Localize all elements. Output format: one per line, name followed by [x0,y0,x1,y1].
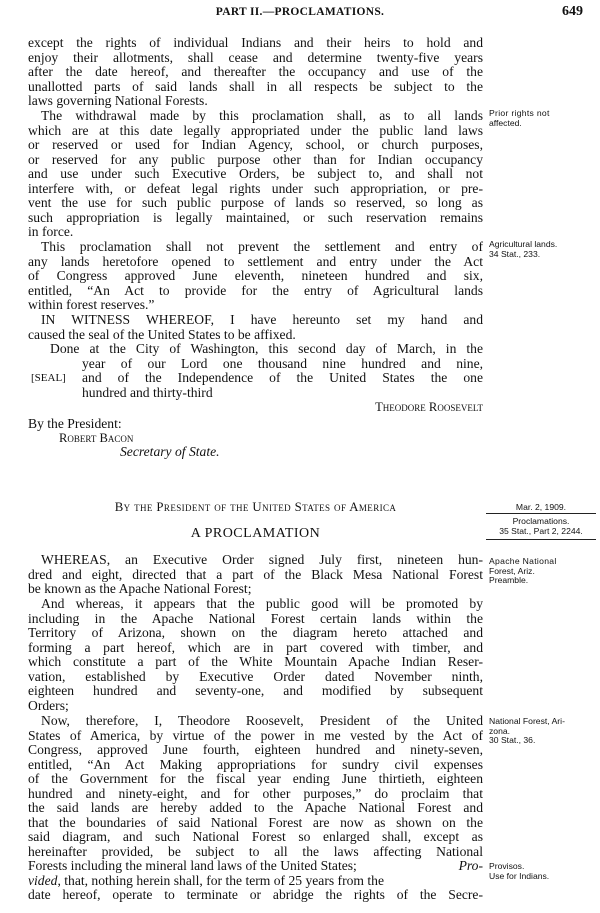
proclamation-title: A PROCLAMATION [190,526,321,541]
margin-note-agricultural [489,240,597,259]
text-line: hundred and thirty-third [82,384,213,400]
margin-note-date-text: Mar. 2, 1909. [515,502,567,512]
text-line: eighteen hundred and seventy-one, and modified by subsequent [28,683,483,698]
text-line: that the boundaries of said National Forest are now as shown on the [28,814,483,830]
text-line: which constitute a part of the White Mountain Apache Indian Reser- [28,654,483,669]
margin-note-line: 35 Stat., Part 2, 2244. [499,525,583,536]
margin-note-line: Agricultural lands. [489,239,558,249]
seal-label: [SEAL] [31,372,66,384]
text-line: said diagram, and such National Forest so enlarged shall, except as [28,829,483,844]
margin-note-line: Use for Indians. [489,870,550,881]
margin-note-line: Provisos. [489,861,525,871]
margin-note-line: National Forest, Ari- [489,716,565,726]
text-line: Done at the City of Washington, this second day of March, in the [50,341,483,356]
margin-note-line: Preamble. [489,575,529,585]
margin-note-line: Proclamations. [512,516,570,526]
page-number: 649 [562,4,583,19]
text-line: such appropriation is legally maintained, or such reservation remains [28,209,483,225]
text-line: caused the seal of the United States to be affixed. [28,326,296,342]
text-line: date hereof, operate to terminate or abridge the rights of the Secre- [28,887,483,902]
text-line: hereinafter provided, be subject to all the laws affecting National [28,843,483,859]
text-line: including in the Apache National Forest certain lands within the [28,610,483,626]
page-header-title: PART II.—PROCLAMATIONS. [215,6,385,18]
margin-note-apache [489,557,597,586]
margin-note-prior-rights [489,109,597,128]
margin-note-national-forest [489,717,597,746]
text-line: after the date hereof, and thereafter the occupancy and use of the [28,64,483,79]
text-line: entitled, “An Act Making appropriations for sundry civil expenses [28,756,483,772]
margin-note-provisos [489,862,597,881]
text-line: States of America, by virtue of the power in me vested by the Act of [28,727,483,743]
text-line: in force. [28,224,74,239]
text-line: The withdrawal made by this proclamation shall, as to all lands [41,108,483,123]
text-line: Now, therefore, I, Theodore Roosevelt, President of the United [41,713,483,728]
text-line: WHEREAS, an Executive Order signed July first, nineteen hun- [41,552,483,567]
text-line: Congress, approved June fourth, eighteen hundred and ninety-seven, [28,742,483,757]
provided-word: vided [28,872,58,888]
text-line: vent the use for such public purpose of lands so reserved, so long as [28,195,483,210]
text-line: and of the Independence of the United States the one [82,370,483,385]
text-line: Orders; [28,697,69,713]
text-line: This proclamation shall not prevent the settlement and entry of [41,239,483,254]
text-line: entitled, “An Act to provide for the entry of Agricultural lands [28,282,483,298]
text-line: enjoy their allotments, shall cease and determine twenty-five years [28,49,483,65]
text-line: year of our Lord one thousand nine hundred and nine, [82,355,483,371]
margin-note-line: affected. [489,117,522,128]
proclamation-heading: By the President of the United States of America [114,500,397,514]
text-line: within forest reserves.” [28,297,155,312]
text-line: IN WITNESS WHEREOF, I have hereunto set my hand and [41,312,483,327]
text-line: unallotted parts of said lands shall in all respects be subject to the [28,78,483,94]
text-line: Territory of Arizona, shown on the diagram hereto attached and [28,625,483,640]
margin-note-line: zona. [489,725,511,736]
margin-note-line: 34 Stat., 233. [489,248,541,259]
text-line: or reserved for any public purpose other than for Indian occupancy [28,151,483,167]
margin-divider [486,539,596,540]
margin-note-date [486,503,596,513]
secretary-name: Robert Bacon [59,431,134,445]
text-line: of the Government for the fiscal year ending June thirtieth, eighteen [28,771,483,786]
secretary-title: Secretary of State. [120,444,220,459]
text-line: and use under such Executive Orders, be subject to, and shall not [28,166,483,181]
text-line: the said lands are hereby added to the Apache National Forest and [28,800,483,815]
margin-note-line: Prior rights not [489,108,550,118]
text-line: interfere with, or defeat legal rights under such appropriation, or pre- [28,180,483,196]
signature-name: Theodore Roosevelt [375,400,483,414]
text-line [28,874,483,888]
text-line: dred and eight, directed that a part of the Black Mesa National Forest [28,566,483,582]
text-line: which are at this date legally appropriated under the public land laws [28,122,483,138]
text-line: And whereas, it appears that the public good will be promoted by [41,596,483,611]
text-line: of Congress approved June eleventh, nineteen hundred and six, [28,268,483,283]
margin-note-proclamations [486,517,596,536]
text-line: Forests including the mineral land laws of the United States; [28,858,357,873]
text-line: any lands heretofore opened to settlement and entry under the Act [28,253,483,269]
margin-note-line: Apache National [489,556,557,566]
text-line: except the rights of individual Indians and their heirs to hold and [28,35,483,50]
text-line: or reserved or used for Indian Agency, school, or church purposes, [28,137,483,152]
provided-rest: , that, nothing herein shall, for the term of 25 years from the [57,872,384,888]
text-line: be known as the Apache National Forest; [28,581,252,596]
text-line: forming a part hereof, which are in part covered with timber, and [28,639,483,655]
provided-fragment: Pro- [458,858,483,873]
margin-note-line: 30 Stat., 36. [489,735,536,745]
text-line: vation, established by Executive Order dated November ninth, [28,668,483,684]
text-line: laws governing National Forests. [28,93,208,108]
text-line: hundred and ninety-eight, and for other purposes,” do proclaim that [28,785,483,801]
margin-divider [486,513,596,514]
margin-note-line: Forest, Ariz. [489,565,535,576]
by-president-label: By the President: [28,416,122,431]
